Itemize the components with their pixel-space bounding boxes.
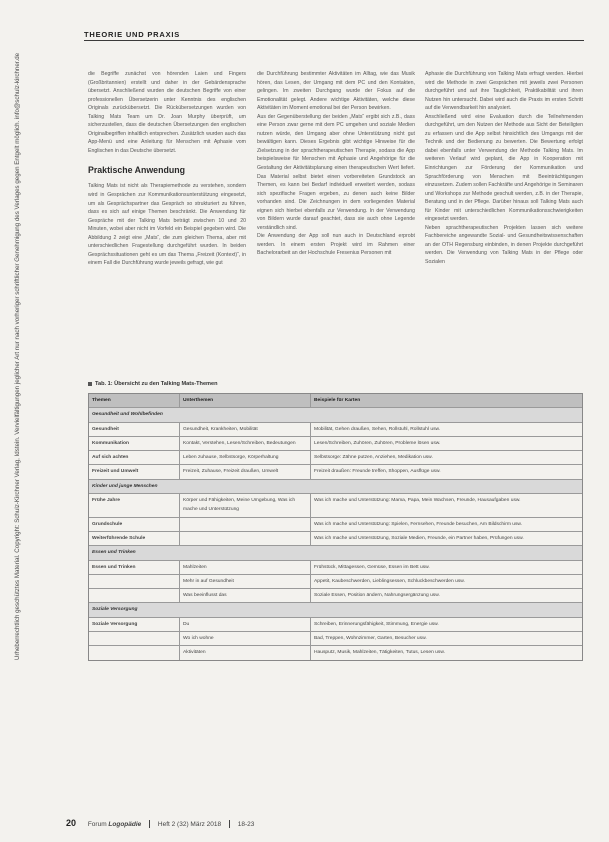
page-range: 18-23	[237, 821, 255, 828]
table-row	[89, 518, 582, 532]
table-cell: Freizeit und Umwelt	[89, 465, 180, 478]
table-cell: Frühstück, Mittagessen, Gemüse, Essen im Bett usw.	[314, 564, 430, 570]
footer-separator	[149, 820, 150, 828]
caption-square-icon	[88, 382, 92, 386]
table-row	[89, 494, 582, 518]
table-cell: Was ich mache und Unterstützung: Spielen, Fernsehen, Freunde besuchen, Am Bildschirm usw.	[314, 521, 523, 527]
table-cell	[89, 589, 180, 602]
page-footer	[66, 818, 254, 828]
table-group-row	[89, 408, 582, 422]
paragraph: Talking Mats ist nicht als Therapiemethode zu verstehen, sondern wird in Gesprächen zur Kommunikationsunterstützung eingesetzt, um als Gesprächspartner das Gespräch so strukturiert zu führen, dass es sich auf einige Themen beschränkt. Die Anwendung für Gespräche mit der Talking Mats beträgt zwischen 10 und 20 Minuten, wobei aber nicht im Vorfeld ein Beispiel gegeben wird. Die Abbildung 2 zeigt eine „Mats“, die zum gleichen Thema, aber mit unterschiedlichen Fragestellung durchgeführt wurden. In beiden Gesprächssituationen geht es um das Thema „Freizeit (Kontext)“, in einem Fall die Durchführung wurde jeweils gefragt, wie gut	[88, 183, 246, 267]
table-row	[89, 575, 582, 589]
journal-name: Logopädie	[108, 821, 142, 828]
table-cell: Auf sich achten	[89, 451, 180, 464]
column-header: Themen	[89, 394, 180, 407]
table-cell: Mobilität, Gehen draußen, Sehen, Rollstuhl, Rollstuhl usw.	[314, 426, 441, 432]
table-cell: Mehr in auf Gesundheit	[180, 575, 311, 588]
table-cell: Gesundheit, Krankheiten, Mobilität	[180, 423, 311, 436]
table-cell	[89, 632, 180, 645]
paragraph: Aphasie die Durchführung von Talking Mats erfragt werden. Hierbei wird die Methode in zwei Gesprächen mit jeweils zwei Personen durchgeführt und auf ihre Tauglichkeit, Praktikabilität und ihren Nutzen hin untersucht. Dabei wird auch die Praxis im ersten Schritt auf die Verwendbarkeit hin analysiert.	[425, 71, 583, 112]
table-cell: Mahlzeiten	[180, 561, 311, 574]
table-cell: Selbstsorge: Zähne putzen, Anziehen, Medikation usw.	[314, 455, 433, 461]
paragraph: Die Anwendung der App soll nun auch in Deutschland erprobt werden. In einem ersten Projekt wird im Rahmen einer Bachelorarbeit an der Hochschule Fresenius Personen mit	[257, 233, 415, 257]
table-header-row	[89, 394, 582, 408]
table-cell: Essen und Trinken	[89, 561, 180, 574]
paragraph: die Durchführung bestimmter Aktivitäten im Alltag, wie das Musik hören, das Lesen, der Umgang mit dem PC und den Kontakten, gelingen. Im zweiten Durchgang wurde der Fokus auf die Emotionalität gelegt. Andere wichtige Aktivitäten, welche diese Aktivitäten im Moment emotional bei der Person bewirken.	[257, 71, 415, 112]
table-cell	[89, 646, 180, 659]
topics-table	[88, 393, 583, 661]
table-cell: Appetit, Kaubeschwerden, Lieblingsessen, Schluckbeschwerden usw.	[314, 578, 465, 584]
column-header: Unterthemen	[180, 394, 311, 407]
table-cell: Was ich mache und Unterstützung, Soziale Medien, Freunde, ein Partner haben, Prüfungen usw.	[314, 535, 524, 541]
table-group-row	[89, 603, 582, 617]
table-cell: Grundschule	[89, 518, 180, 531]
table-cell: Frühe Jahre	[89, 494, 180, 517]
table-group-row	[89, 480, 582, 494]
table-row	[89, 423, 582, 437]
page-header-title: THEORIE UND PRAXIS	[84, 30, 181, 39]
header-rule	[84, 40, 584, 41]
table-row	[89, 465, 582, 479]
paragraph: die Begriffe zunächst von hörenden Laien und Fingers (Großbritannien) erstellt und daher in der Gebärdensprache übersetzt. Anschließend wurden die deutschen Begriffe von einer professionellen Übersetzerin unter Kenntnis des englischen Originals zurückübersetzt. Die Rückübersetzungen wurden von Talking Mats Team um Dr. Joan Murphy überprüft, um sicherzustellen, dass die deutschen Übersetzungen den englischen Originalbegriffen inhaltlich entsprechen. Zusätzlich wurden auch das App-Menü und eine Anleitung für Menschen mit Aphasie vom Englischen in das Deutsche übersetzt.	[88, 71, 246, 154]
table-row	[89, 589, 582, 603]
table-row	[89, 618, 582, 632]
table-cell: Gesundheit	[89, 423, 180, 436]
group-label: Essen und Trinken	[92, 550, 136, 556]
table-cell	[180, 518, 311, 531]
table-cell: Weiterführende Schule	[89, 532, 180, 545]
table-cell: Wo ich wohne	[180, 632, 311, 645]
text-column-3	[425, 70, 583, 267]
table-cell	[180, 532, 311, 545]
journal-prefix: Forum	[87, 821, 107, 828]
text-column-2	[257, 70, 415, 258]
table-cell: Leben zuhause, Selbstsorge, Körperhaltung	[180, 451, 311, 464]
group-label: Soziale Versorgung	[92, 607, 138, 613]
table-cell: Hausputz, Musik, Mahlzeiten, Tätigkeiten, Tutus, Lesen usw.	[314, 650, 445, 656]
group-label: Gesundheit und Wohlbefinden	[92, 412, 163, 418]
copyright-side-note	[8, 50, 28, 670]
paragraph: Neben sprachtherapeutischen Projekten lassen sich weitere Fachbereiche angewandte Sozial- und Gesundheitswissenschaften an der OTH Regensburg einbinden, in denen Projekte durchgeführt werden. Die Verwendung von Talking Mats in der Pflege oder Sozialen	[425, 224, 583, 266]
table-cell	[89, 575, 180, 588]
table-caption-text: Tab. 1: Übersicht zu den Talking Mats-Themen	[95, 381, 218, 387]
text-column-1	[88, 70, 246, 268]
table-row	[89, 532, 582, 546]
paragraph: Anschließend wird eine Evaluation durch die Teilnehmenden durchgeführt, um den Nutzen der Methode aus Sicht der Beteiligten zu erfassen und die App selbst hinsichtlich des Umgangs mit der Technik und der Bedienung zu bewerten. Die Bewertung erfolgt dabei ebenfalls unter Verwendung der Methode Talking Mats. Im weiteren Verlauf wird geplant, die App in Kooperation mit Einrichtungen zur Förderung der Kommunikation und Sprachförderung von Menschen mit Beeinträchtigungen einzusetzen. Zudem sollen Fachkräfte und Angehörige in Seminaren und Workshops zur Methode geschult werden, z.B. in der Therapie, Beratung und in der Pflege. Darüber hinaus soll Talking Mats auch für Kinder mit unterschiedlichen Kommunikationsschwierigkeiten eingesetzt werden.	[425, 113, 583, 223]
table-cell: Kontakt, Verstehen, Lesen/Schreiben, Bedeutungen	[180, 437, 311, 450]
table-cell: Schreiben, Erinnerungsfähigkeit, Stimmung, Energie usw.	[314, 621, 439, 627]
column-header: Beispiele für Karten	[314, 398, 361, 403]
issue-info: Heft 2 (32) März 2018	[157, 821, 222, 828]
table-cell: Körper und Fähigkeiten, Meine Umgebung, Was ich mache und Unterstützung	[180, 494, 311, 517]
table-cell: Was beeinflusst das	[180, 589, 311, 602]
table-cell: Was ich mache und Unterstützung: Mama, Papa, Mein Wachsen, Freunde, Hausaufgaben usw.	[314, 498, 521, 504]
table-row	[89, 451, 582, 465]
table-cell: Du	[180, 618, 311, 631]
table-group-row	[89, 546, 582, 560]
table-cell: Soziale Versorgung	[89, 618, 180, 631]
table-row	[89, 561, 582, 575]
group-label: Kinder und junge Menschen	[92, 483, 158, 489]
table-row	[89, 632, 582, 646]
table-cell: Freizeit draußen: Freunde treffen, Shoppen, Ausflüge usw.	[314, 469, 441, 475]
table-cell: Soziale Essen, Position ändern, Nahrungsergänzung usw.	[314, 593, 440, 599]
table-caption	[88, 381, 218, 387]
paragraph: Aus der Gegenüberstellung der beiden „Mats“ ergibt sich z.B., dass eine Person zwar gerne mit dem PC umgehen und soziale Medien nutzen würde, den Umgang aber ohne Unterstützung nicht gut bewältigen kann. Dieses Ergebnis gibt wichtige Hinweise für die Zielsetzung in der sprachtherapeutischen Therapie, sodass die App beispielsweise für Menschen mit Aphasie und Angehörige für die Gestaltung der Aktivitätsplanung einen therapeutischen Wert liefert. Das Material selbst bietet einen vorbereiteten Grundstock an Themen, es kann bei Bedarf individuell erweitert werden, sodass sich spezifische Fragen ergeben, zu denen auch keine Bilder vorhanden sind. Die Zeichnungen in dem vorliegenden Material eignen sich hierbei ebenfalls zur Verwendung. In der Verwendung von Bildern wurde darauf geachtet, dass sie auch ohne Legende verständlich sind.	[257, 113, 415, 231]
table-cell: Aktivitäten	[180, 646, 311, 659]
footer-separator	[229, 820, 230, 828]
table-row	[89, 437, 582, 451]
table-row	[89, 646, 582, 659]
table-cell: Freizeit, Zuhause, Freizeit draußen, Umwelt	[180, 465, 311, 478]
table-cell: Kommunikation	[89, 437, 180, 450]
table-cell: Lesen/Schreiben, Zuhören, Zuhören, Probleme lösen usw.	[314, 440, 441, 446]
table-cell: Bad, Treppen, Wohnzimmer, Garten, Besucher usw.	[314, 636, 427, 642]
section-heading: Praktische Anwendung	[88, 165, 185, 176]
page-number: 20	[66, 818, 77, 828]
copyright-text: Urheberrechtlich geschütztes Material. Copyright: Schulz-Kirchner Verlag, Idstein. Vervielfältigungen jeglicher Art nur nach vorheriger schriftlicher Genehmigung des Verlages gegen Entgelt möglich. info@schulz-kirchner.de	[14, 52, 21, 660]
